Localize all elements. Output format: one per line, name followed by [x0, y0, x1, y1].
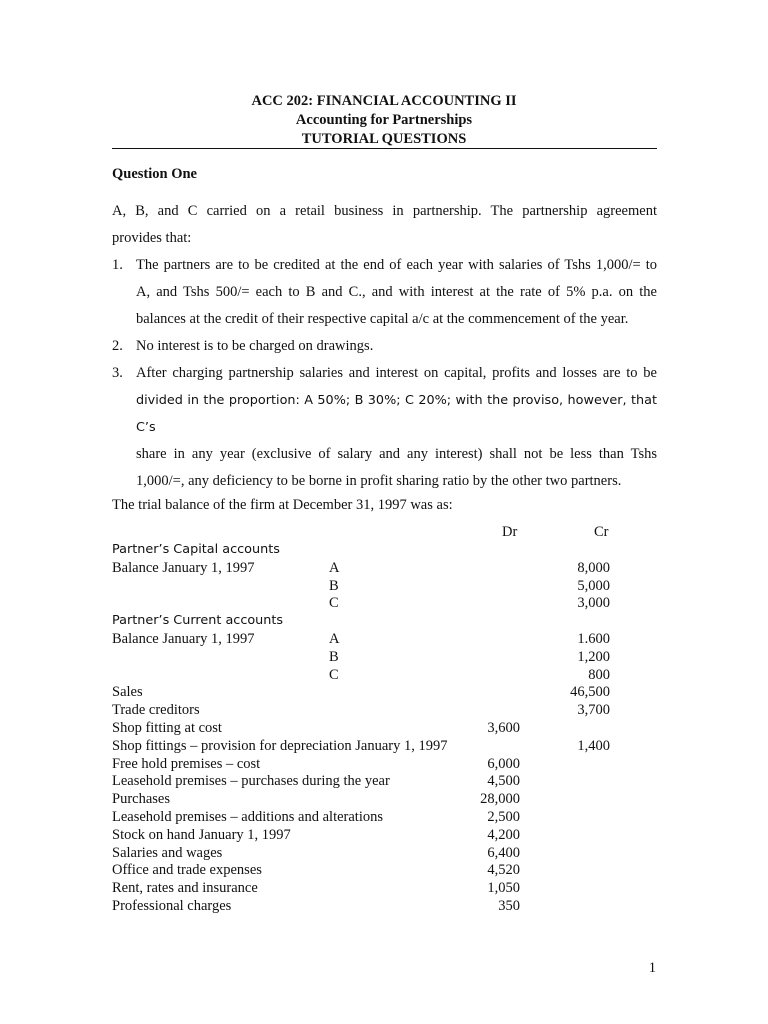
row-partner: A	[329, 631, 340, 647]
table-row	[112, 666, 657, 684]
row-credit: 46,500	[570, 684, 610, 701]
list-item	[112, 252, 657, 333]
row-debit: 28,000	[480, 791, 520, 808]
table-row	[112, 808, 657, 826]
row-label: Salaries and wages	[112, 844, 223, 861]
row-debit: 4,200	[487, 826, 520, 843]
row-label: Leasehold premises – additions and alterations	[112, 809, 383, 825]
intro-line: A, B, and C carried on a retail business in partnership. The partnership agreement	[112, 203, 657, 219]
row-label: Purchases	[112, 791, 170, 808]
row-credit: 3,000	[577, 595, 610, 612]
row-label: Rent, rates and insurance	[112, 880, 258, 897]
agreement-list	[112, 252, 657, 495]
item-line: After charging partnership salaries and interest on capital, profits and losses are to be	[136, 365, 657, 381]
row-label: Office and trade expenses	[112, 862, 262, 879]
row-label: Shop fittings – provision for depreciation January 1, 1997	[112, 737, 448, 754]
question-title: Question One	[112, 166, 197, 182]
topic-title: Accounting for Partnerships	[295, 112, 473, 128]
list-item	[112, 360, 657, 495]
row-label: Sales	[112, 684, 143, 701]
row-label: Free hold premises – cost	[112, 755, 261, 772]
trial-balance-intro: The trial balance of the firm at December 31, 1997 was as:	[112, 497, 453, 513]
row-credit: 5,000	[577, 577, 610, 594]
table-row	[112, 861, 657, 879]
table-row	[112, 594, 657, 612]
row-label: Balance January 1, 1997	[112, 631, 255, 647]
row-partner: A	[329, 559, 340, 576]
table-row	[112, 826, 657, 844]
row-debit: 1,050	[487, 880, 520, 897]
table-row	[112, 612, 657, 630]
item-number: 1.	[112, 257, 123, 273]
row-credit: 1,200	[577, 648, 610, 665]
table-row	[112, 879, 657, 897]
table-row	[112, 577, 657, 595]
item-line: divided in the proportion: A 50%; B 30%; C 20%; with the proviso, however, that C’s	[136, 393, 657, 435]
row-debit: 4,500	[487, 773, 520, 790]
item-line: share in any year (exclusive of salary and any interest) shall not be less than Tshs	[136, 446, 657, 462]
row-credit: 3,700	[577, 702, 610, 719]
item-line: The partners are to be credited at the end of each year with salaries of Tshs 1,000/= to	[136, 257, 657, 273]
header-divider	[112, 148, 657, 149]
table-row	[112, 541, 657, 559]
row-label: Leasehold premises – purchases during the year	[112, 773, 390, 790]
row-credit: 1,400	[577, 737, 610, 754]
table-row	[112, 559, 657, 577]
row-partner: C	[329, 595, 339, 612]
cr-column-header: Cr	[594, 524, 609, 540]
table-row	[112, 737, 657, 755]
row-label: Shop fitting at cost	[112, 720, 222, 736]
table-row	[112, 719, 657, 737]
row-label: Partner’s Capital accounts	[112, 542, 280, 557]
row-label: Trade creditors	[112, 702, 200, 719]
table-row	[112, 683, 657, 701]
table-row	[112, 701, 657, 719]
item-line: A, and Tshs 500/= each to B and C., and with interest at the rate of 5% p.a. on the	[136, 284, 657, 300]
row-debit: 3,600	[487, 720, 520, 736]
row-credit: 1.600	[577, 631, 610, 647]
item-line: balances at the credit of their respective capital a/c at the commencement of the year.	[136, 311, 629, 327]
table-row	[112, 897, 657, 915]
table-row	[112, 790, 657, 808]
row-partner: B	[329, 577, 339, 594]
row-partner: C	[329, 666, 339, 683]
row-debit: 4,520	[487, 862, 520, 879]
row-label: Balance January 1, 1997	[112, 559, 255, 576]
table-row	[112, 755, 657, 773]
table-row	[112, 772, 657, 790]
row-label: Partner’s Current accounts	[112, 613, 284, 629]
item-number: 2.	[112, 338, 123, 354]
item-line: 1,000/=, any deficiency to be borne in profit sharing ratio by the other two partners.	[136, 473, 622, 489]
row-partner: B	[329, 648, 339, 665]
row-credit: 800	[588, 666, 610, 683]
list-item	[112, 333, 657, 360]
table-row	[112, 844, 657, 862]
row-label: Professional charges	[112, 898, 232, 914]
item-number: 3.	[112, 365, 123, 381]
row-debit: 350	[498, 898, 520, 914]
dr-column-header: Dr	[502, 524, 518, 540]
item-line: No interest is to be charged on drawings.	[136, 338, 374, 354]
table-row	[112, 648, 657, 666]
row-debit: 2,500	[487, 809, 520, 825]
course-title: ACC 202: FINANCIAL ACCOUNTING II	[251, 93, 517, 109]
intro-line: provides that:	[112, 230, 192, 246]
row-credit: 8,000	[577, 559, 610, 576]
page-number: 1	[648, 960, 656, 976]
table-header-row	[112, 523, 657, 541]
document-header	[112, 92, 656, 149]
section-title: TUTORIAL QUESTIONS	[301, 131, 467, 147]
row-debit: 6,400	[487, 844, 520, 861]
row-label: Stock on hand January 1, 1997	[112, 826, 291, 843]
table-row	[112, 630, 657, 648]
row-debit: 6,000	[487, 755, 520, 772]
intro-paragraph	[112, 198, 657, 252]
